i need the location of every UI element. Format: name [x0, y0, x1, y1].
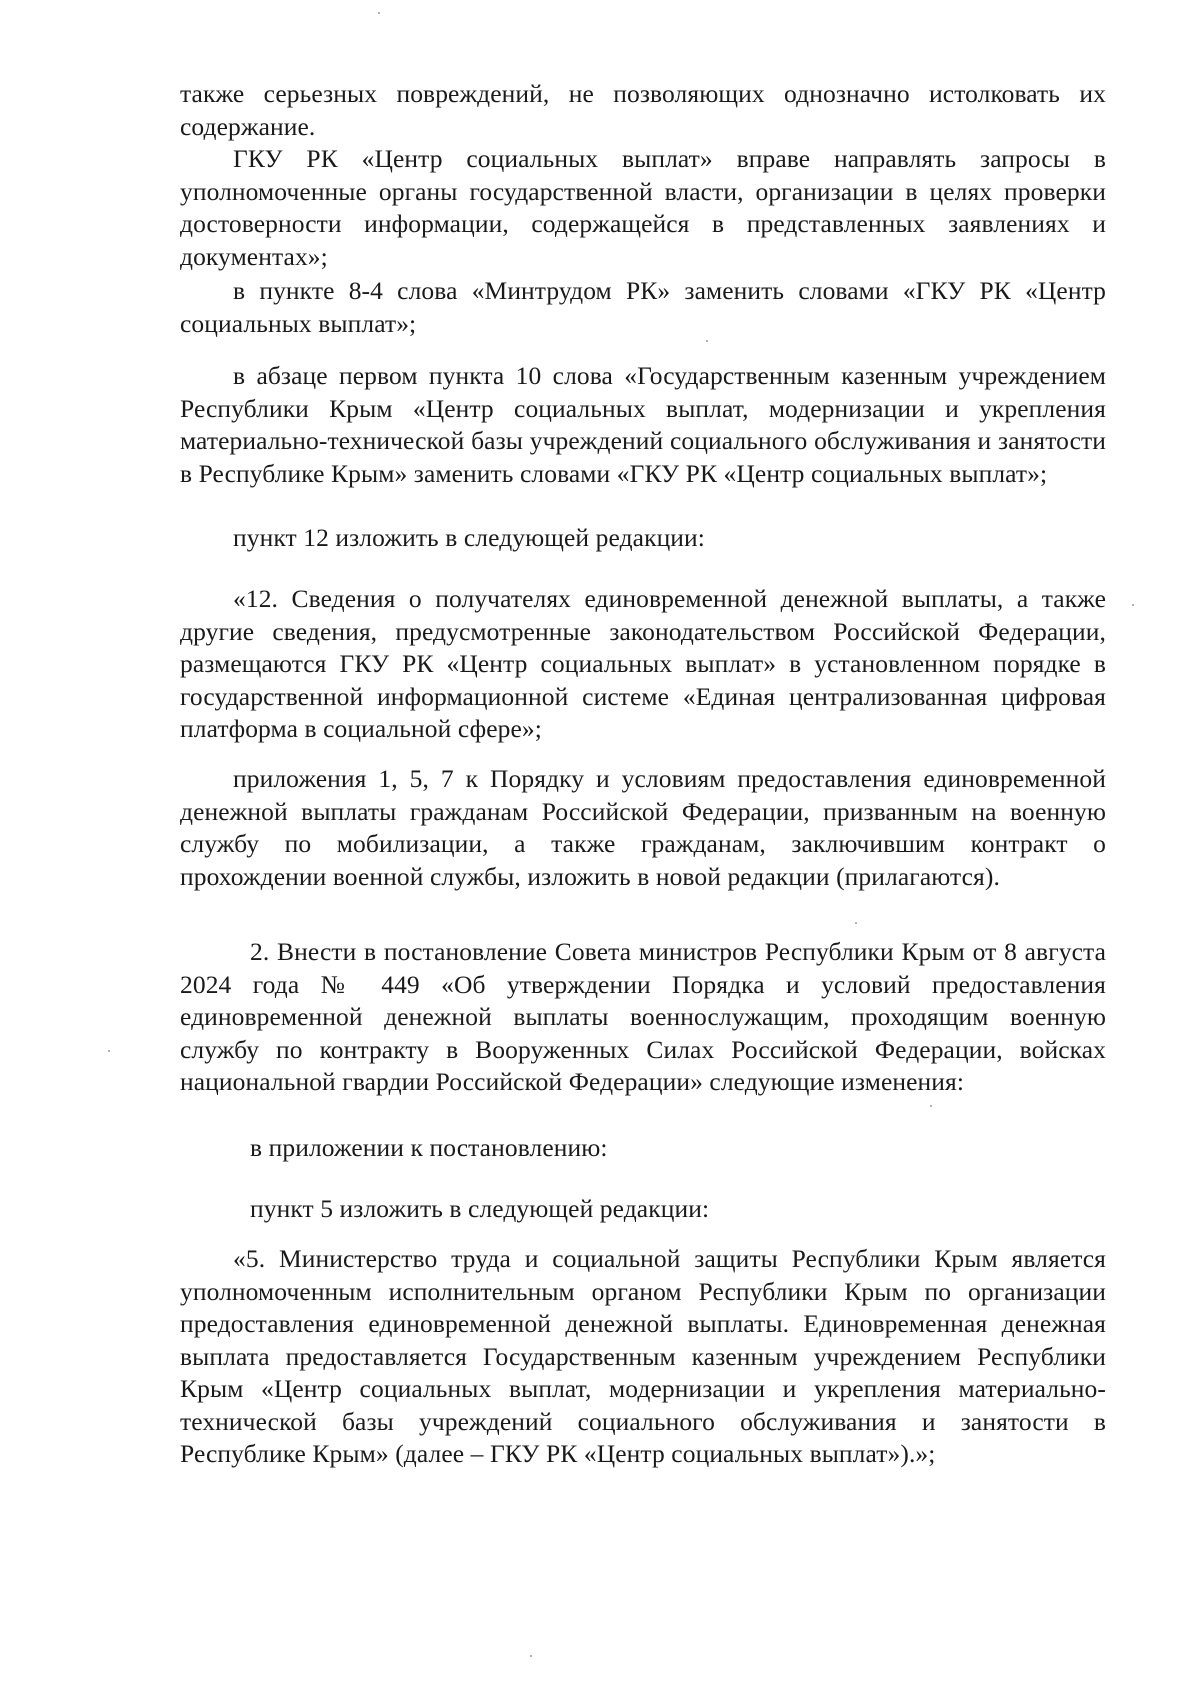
paragraph-item-5-text: «5. Министерство труда и социальной защиты Республики Крым является уполномоченным исполнительным органом Республики Крым по организации предоставления единовременной денежной выплаты. Единовременная денежная выплата предоставляется Государственным казенным учреждением Республики Крым «Центр социальных выплат, модернизации и укрепления материально-технической базы учреждений социального обслуживания и занятости в Республике Крым» (далее – ГКУ РК «Центр социальных выплат»).»;	[180, 1244, 1106, 1468]
scan-speck	[108, 1050, 110, 1052]
paragraph-item-10: в абзаце первом пункта 10 слова «Государственным казенным учреждением Республики Крым «Центр социальных выплат, модернизации и укрепления материально-технической базы учреждений социального обслуживания и занятости в Республике Крым» заменить словами «ГКУ РК «Центр социальных выплат»;	[180, 361, 1106, 488]
paragraph-appendix-ref: в приложении к постановлению:	[250, 1133, 608, 1162]
paragraph-appendices: приложения 1, 5, 7 к Порядку и условиям предоставления единовременной денежной выплаты гражданам Российской Федерации, призванным на военную службу по мобилизации, а также гражданам, заключившим контракт о прохождении военной службы, изложить в новой редакции (прилагаются).	[180, 764, 1106, 891]
scan-speck	[1132, 604, 1134, 606]
paragraph-item-5-intro: пункт 5 изложить в следующей редакции:	[250, 1194, 710, 1223]
paragraph-section-2: 2. Внести в постановление Совета министров Республики Крым от 8 августа 2024 года № 449 «Об утверждении Порядка и условий предоставления единовременной денежной выплаты военнослужащим, проходящим военную службу по контракту в Вооруженных Силах Российской Федерации, войсках национальной гвардии Российской Федерации» следующие изменения:	[180, 937, 1106, 1096]
scan-speck	[530, 1655, 532, 1657]
scan-speck	[706, 340, 708, 342]
scan-speck	[378, 12, 380, 14]
paragraph-requests-right: ГКУ РК «Центр социальных выплат» вправе направлять запросы в уполномоченные органы государственной власти, организации в целях проверки достоверности информации, содержащейся в представленных заявлениях и документах»;	[180, 144, 1106, 271]
scan-speck	[855, 922, 857, 924]
paragraph-item-12-intro: пункт 12 изложить в следующей редакции:	[233, 523, 705, 552]
paragraph-continuation: также серьезных повреждений, не позволяющих однозначно истолковать их содержание.	[180, 79, 1106, 141]
scan-speck	[930, 1105, 932, 1107]
paragraph-item-8-4: в пункте 8-4 слова «Минтрудом РК» заменить словами «ГКУ РК «Центр социальных выплат»;	[180, 276, 1106, 338]
paragraph-item-12-text: «12. Сведения о получателях единовременной денежной выплаты, а также другие сведения, предусмотренные законодательством Российской Федерации, размещаются ГКУ РК «Центр социальных выплат» в установленном порядке в государственной информационной системе «Единая централизованная цифровая платформа в социальной сфере»;	[180, 584, 1106, 743]
